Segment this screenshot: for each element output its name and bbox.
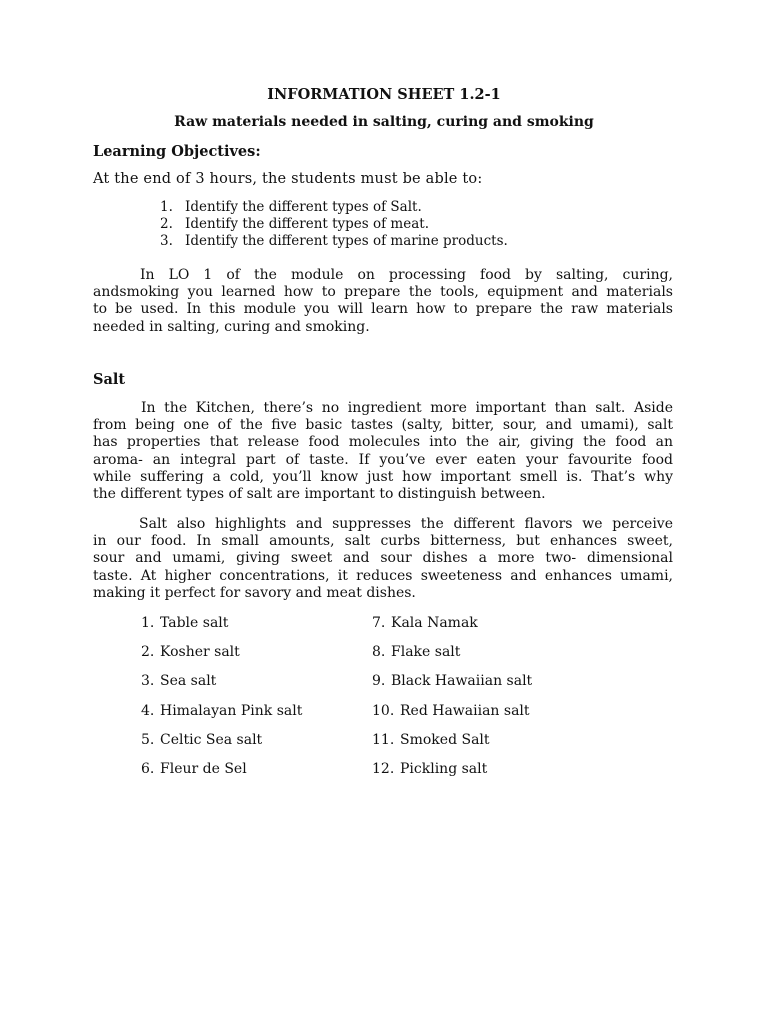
list-item: [160, 199, 422, 215]
objectives-lead: At the end of 3 hours, the students must be able to:: [93, 171, 483, 187]
list-item: [372, 673, 532, 689]
list-item-text: Smoked Salt: [400, 732, 490, 748]
list-item-text: Kosher salt: [160, 644, 240, 660]
list-item: [141, 673, 216, 689]
list-item: [160, 233, 508, 249]
list-item-number: 3.: [141, 673, 155, 689]
salt-paragraph-2: [93, 516, 673, 602]
list-item-text: Sea salt: [160, 673, 217, 689]
list-item-text: Flake salt: [391, 644, 461, 660]
list-item-number: 2.: [160, 216, 173, 232]
paragraph-line: taste. At higher concentrations, it reduces sweeteness and enhances umami,: [93, 567, 673, 584]
intro-paragraph: [93, 267, 673, 336]
list-item: [372, 615, 478, 631]
paragraph-line: making it perfect for savory and meat dishes.: [93, 584, 416, 601]
list-item-text: Himalayan Pink salt: [160, 703, 303, 719]
paragraph-line: In the Kitchen, there’s no ingredient more important than salt. Aside: [141, 400, 673, 416]
paragraph-line: sour and umami, giving sweet and sour dishes a more two- dimensional: [93, 550, 673, 567]
list-item-text: Identify the different types of meat.: [185, 216, 429, 232]
paragraph-line: aroma- an integral part of taste. If you’ve ever eaten your favourite food: [93, 451, 673, 468]
list-item-text: Identify the different types of Salt.: [185, 199, 422, 215]
list-item-text: Table salt: [160, 615, 229, 631]
salt-paragraph-1: [93, 400, 673, 503]
paragraph-line: from being one of the five basic tastes (salty, bitter, sour, and umami), salt: [93, 417, 673, 434]
list-item: [141, 703, 302, 719]
list-item-number: 3.: [160, 233, 173, 249]
list-item: [141, 644, 240, 660]
salt-heading: Salt: [93, 371, 126, 388]
list-item: [372, 761, 487, 777]
list-item-text: Identify the different types of marine products.: [185, 233, 508, 249]
list-item-number: 2.: [141, 644, 155, 660]
list-item-number: 8.: [372, 644, 386, 660]
paragraph-line: in our food. In small amounts, salt curbs bitterness, but enhances sweet,: [93, 533, 673, 550]
paragraph-line: Salt also highlights and suppresses the different flavors we perceive: [139, 516, 673, 532]
paragraph-line: has properties that release food molecules into the air, giving the food an: [93, 434, 673, 451]
paragraph-line: In LO 1 of the module on processing food by salting, curing,: [140, 267, 673, 283]
list-item-text: Celtic Sea salt: [160, 732, 263, 748]
objectives-heading: Learning Objectives:: [93, 143, 261, 160]
page-subtitle: Raw materials needed in salting, curing and smoking: [174, 114, 594, 130]
list-item-number: 4.: [141, 703, 155, 719]
list-item: [372, 644, 460, 660]
paragraph-line: andsmoking you learned how to prepare the tools, equipment and materials: [93, 284, 673, 301]
list-item: [141, 761, 247, 777]
list-item-number: 1.: [141, 615, 155, 631]
list-item-text: Pickling salt: [400, 761, 488, 777]
list-item: [141, 732, 262, 748]
list-item: [160, 216, 429, 232]
paragraph-line: the different types of salt are important to distinguish between.: [93, 486, 546, 503]
list-item-number: 7.: [372, 615, 386, 631]
list-item: [372, 703, 530, 719]
paragraph-line: to be used. In this module you will learn how to prepare the raw materials: [93, 301, 673, 318]
list-item: [372, 732, 490, 748]
list-item-number: 6.: [141, 761, 155, 777]
list-item-number: 10.: [372, 703, 395, 719]
paragraph-line: needed in salting, curing and smoking.: [93, 318, 370, 335]
list-item-text: Kala Namak: [391, 615, 478, 631]
list-item-number: 5.: [141, 732, 155, 748]
page-title: INFORMATION SHEET 1.2-1: [267, 86, 501, 103]
list-item-number: 12.: [372, 761, 395, 777]
list-item: [141, 615, 228, 631]
list-item-number: 1.: [160, 199, 173, 215]
list-item-text: Fleur de Sel: [160, 761, 247, 777]
list-item-text: Red Hawaiian salt: [400, 703, 530, 719]
list-item-number: 11.: [372, 732, 395, 748]
paragraph-line: while suffering a cold, you’ll know just how important smell is. That’s why: [93, 468, 673, 485]
list-item-text: Black Hawaiian salt: [391, 673, 533, 689]
list-item-number: 9.: [372, 673, 386, 689]
